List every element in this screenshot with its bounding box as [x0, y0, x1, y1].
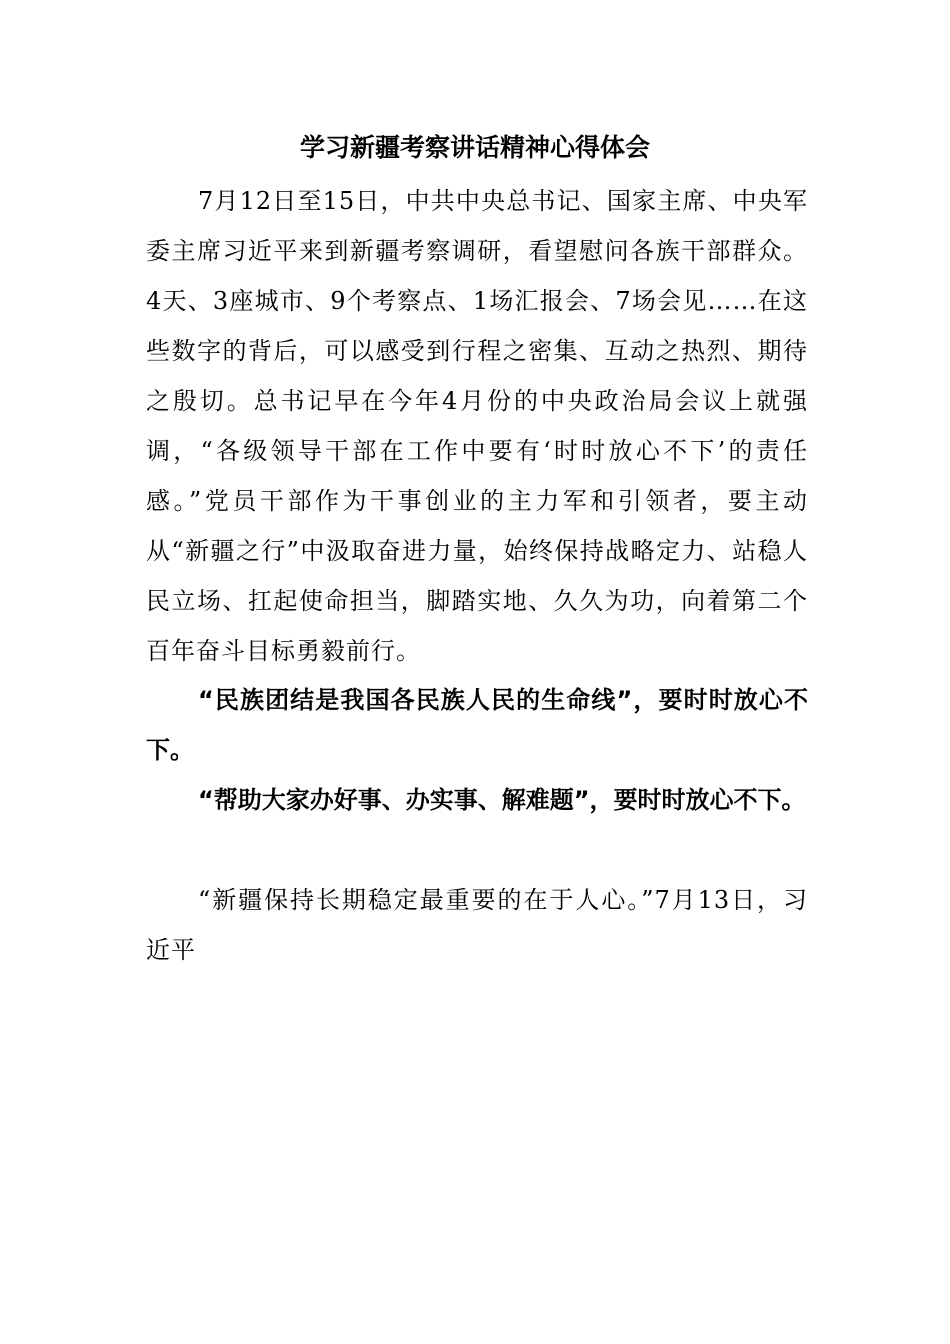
- paragraph-text: “民族团结是我国各民族人民的生命线”，要时时放心不下。: [146, 686, 808, 764]
- paragraph-intro: [146, 176, 808, 676]
- paragraph-text: 7月12日至15日，中共中央总书记、国家主席、中央军委主席习近平来到新疆考察调研，看望慰问各族干部群众。4天、3座城市、9个考察点、1场汇报会、7场会见……在这些数字的背后，可以感受到行程之密集、互动之热烈、期待之殷切。总书记早在今年4月份的中央政治局会议上就强调，“各级领导干部在工作中要有‘时时放心不下’的责任感。”党员干部作为干事创业的主力军和引领者，要主动从“新疆之行”中汲取奋进力量，始终保持战略定力、站稳人民立场、扛起使命担当，脚踏实地、久久为功，向着第二个百年奋斗目标勇毅前行。: [146, 187, 808, 665]
- paragraph-ethnic-unity: [146, 675, 808, 775]
- paragraph-help-people: [146, 775, 808, 825]
- paragraph-stability: [146, 875, 808, 975]
- paragraph-text: “帮助大家办好事、办实事、解难题”，要时时放心不下。: [198, 786, 806, 814]
- paragraph-text: “新疆保持长期稳定最重要的在于人心。”7月13日，习近平: [146, 886, 808, 964]
- document-title: 学习新疆考察讲话精神心得体会: [299, 133, 650, 162]
